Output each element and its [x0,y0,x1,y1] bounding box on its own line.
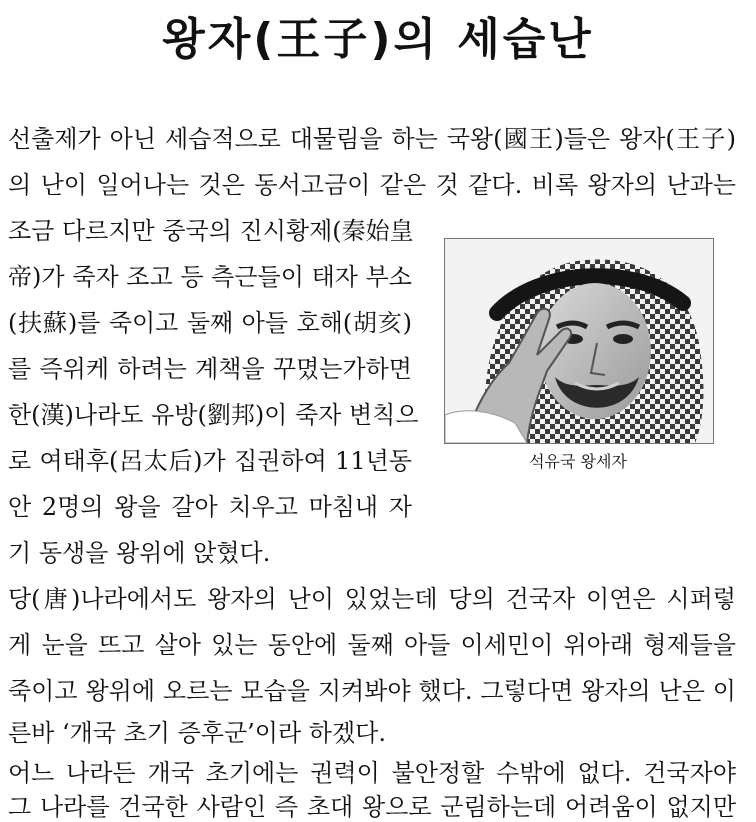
paragraph-1-line-2: 의 난이 일어나는 것은 동서고금이 같은 것 같다. 비록 왕자의 난과는 [8,171,736,199]
article-title: 왕자(王子)의 세습난 [162,14,594,65]
paragraph-1-line-1: 선출제가 아닌 세습적으로 대물림을 하는 국왕(國王)들은 왕자(王子) [8,125,736,153]
paragraph-1-line-3: 조금 다르지만 중국의 진시황제(秦始皇 [8,217,414,245]
paragraph-2-line-1: 당(唐)나라에서도 왕자의 난이 있었는데 당의 건국자 이연은 시퍼렇 [8,585,736,613]
paragraph-1-line-6: 를 즉위케 하려는 계책을 꾸몄는가하면 [8,355,412,383]
portrait-illustration [445,239,713,443]
paragraph-1-line-7: 한(漢)나라도 유방(劉邦)이 죽자 변칙으 [8,401,419,429]
paragraph-1-line-9: 안 2명의 왕을 갈아 치우고 마침내 자 [8,493,412,521]
paragraph-1-line-5: (扶蘇)를 죽이고 둘째 아들 호해(胡亥) [8,309,412,337]
paragraph-2-line-2: 게 눈을 뜨고 살아 있는 동안에 둘째 아들 이세민이 위아래 형제들을 [8,631,736,659]
paragraph-2-line-4: 른바 ‘개국 초기 증후군’이라 하겠다. [8,719,386,747]
paragraph-2-line-3: 죽이고 왕위에 오르는 모습을 지켜봐야 했다. 그렇다면 왕자의 난은 이 [8,677,736,705]
crown-prince-photo [444,238,714,444]
paragraph-3-line-1: 어느 나라든 개국 초기에는 권력이 불안정할 수밖에 없다. 건국자야 [8,759,736,787]
paragraph-1-line-8: 로 여태후(呂太后)가 집권하여 11년동 [8,447,412,475]
paragraph-1-line-10: 기 동생을 왕위에 앉혔다. [8,539,271,567]
figure-caption: 석유국 왕세자 [529,452,627,471]
paragraph-3-line-2: 그 나라를 건국한 사람인 즉 초대 왕으로 군림하는데 어려움이 없지만 [8,793,736,821]
paragraph-1-line-4: 帝)가 죽자 조고 등 측근들이 태자 부소 [8,263,412,291]
